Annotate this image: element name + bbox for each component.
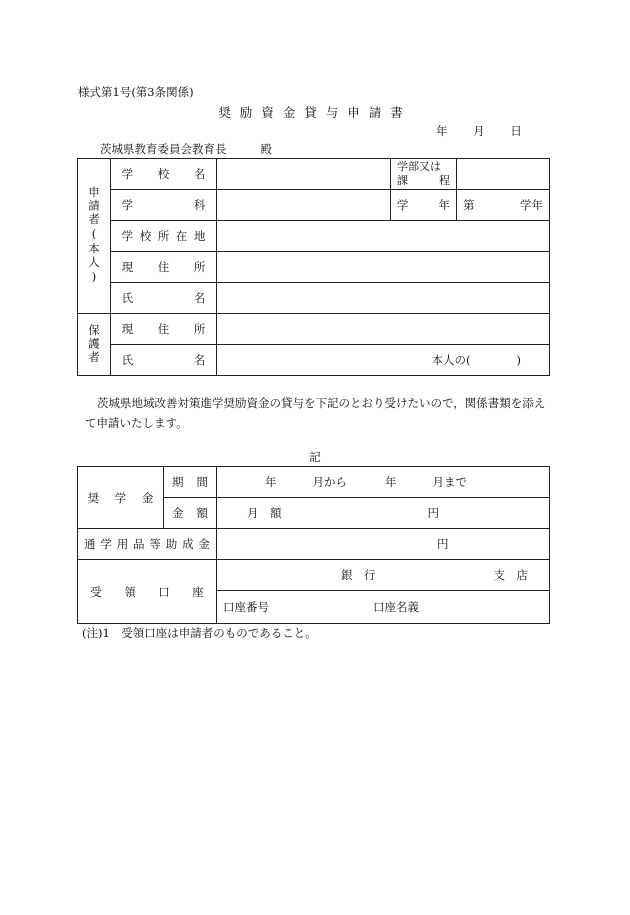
table-row [78, 252, 550, 283]
department-label: 学 科 [111, 190, 217, 221]
guardian-name-label: 氏 名 [111, 345, 217, 376]
applicant-table [77, 158, 550, 376]
table-row [78, 345, 550, 376]
faculty-label: 学部又は 課 程 [391, 159, 457, 190]
name-label: 氏 名 [111, 283, 217, 314]
current-address-field[interactable] [217, 252, 550, 283]
form-title: 奨励資金貸与申請書 [218, 105, 412, 120]
school-address-field[interactable] [217, 221, 550, 252]
table-row [78, 314, 550, 345]
guardian-name-field[interactable] [217, 345, 550, 376]
relation-label: 本人の( [431, 353, 471, 367]
ki-heading: 記 [309, 450, 321, 464]
relation-close: ) [516, 353, 521, 367]
supplies-label: 通 学 用 品 等 助 成 金 [78, 529, 217, 560]
addressee-name: 茨城県教育委員会教育長 [100, 142, 227, 156]
grade-label: 学 年 [391, 190, 457, 221]
amount-label: 金 額 [164, 498, 217, 529]
table-row [78, 159, 550, 190]
grade-field[interactable]: 第 学年 [457, 190, 550, 221]
name-field[interactable] [217, 283, 550, 314]
applicant-group-label: 申請者(本人) [78, 159, 111, 314]
table-row [78, 283, 550, 314]
honorific: 殿 [260, 142, 272, 156]
application-statement: 茨城県地域改善対策進学奨励資金の貸与を下記のとおり受けたいので，関係書類を添えて申請いたします。 [85, 396, 546, 430]
school-name-label: 学 校 名 [111, 159, 217, 190]
date-day: 日 [510, 124, 522, 138]
bank-field[interactable]: 銀 行 支 店 [217, 560, 550, 591]
table-row [78, 221, 550, 252]
loan-table [77, 466, 550, 624]
department-field[interactable] [217, 190, 391, 221]
addressee [100, 141, 272, 157]
table-row [78, 190, 550, 221]
guardian-address-field[interactable] [217, 314, 550, 345]
school-address-label: 学 校 所 在 地 [111, 221, 217, 252]
table-row [78, 560, 550, 591]
footnote: (注)1 受領口座は申請者のものであること。 [82, 626, 317, 640]
amount-field[interactable]: 月 額 円 [217, 498, 550, 529]
account-label: 受 領 口 座 [78, 560, 217, 624]
date-year: 年 [436, 124, 448, 138]
scholarship-label: 奨 学 金 [78, 467, 164, 529]
table-row [78, 467, 550, 498]
current-address-label: 現 住 所 [111, 252, 217, 283]
school-name-field[interactable] [217, 159, 391, 190]
faculty-field[interactable] [457, 159, 550, 190]
period-label: 期 間 [164, 467, 217, 498]
period-field[interactable]: 年 月から 年 月まで [217, 467, 550, 498]
guardian-address-label: 現 住 所 [111, 314, 217, 345]
account-number-field[interactable]: 口座番号 口座名義 [217, 591, 550, 624]
table-row [78, 529, 550, 560]
form-number: 様式第1号(第3条関係) [78, 85, 194, 99]
guardian-group-label: 保護者 [78, 314, 111, 376]
date-month: 月 [473, 124, 485, 138]
supplies-field[interactable]: 円 [217, 529, 550, 560]
date-line [436, 123, 522, 139]
